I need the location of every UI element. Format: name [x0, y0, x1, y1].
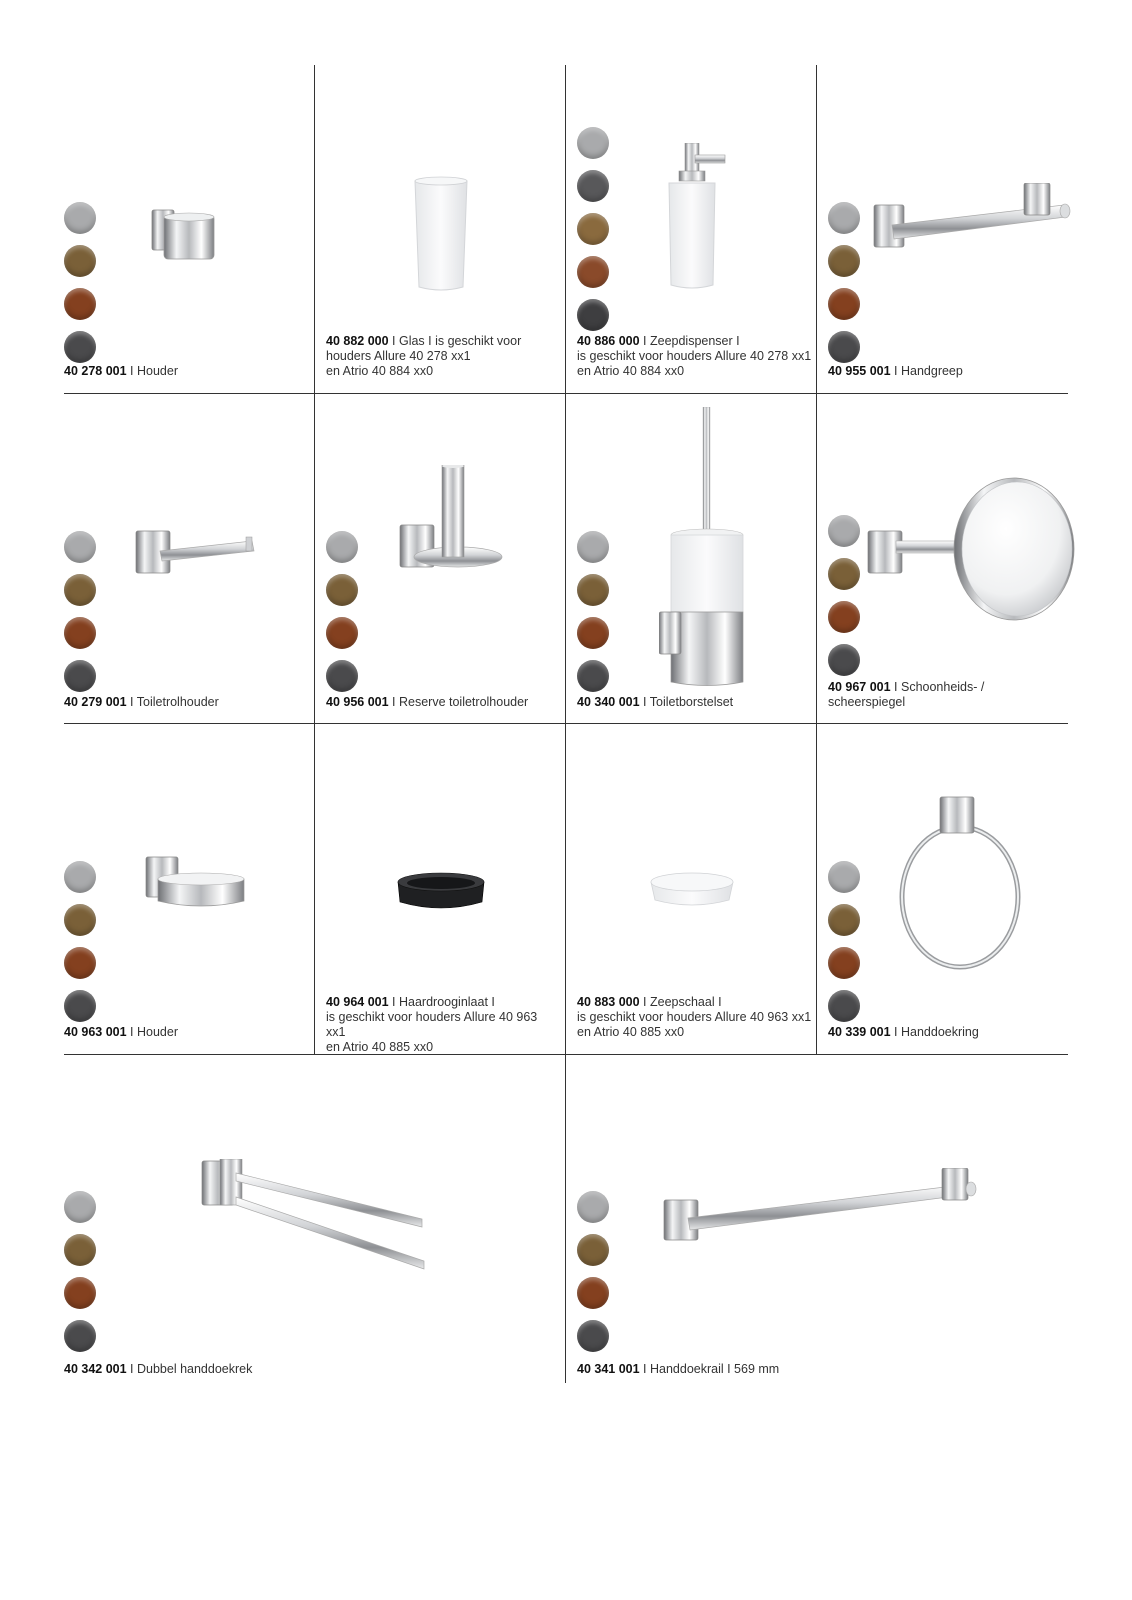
product-caption — [326, 695, 528, 710]
separator: I — [639, 334, 650, 348]
product-caption — [577, 995, 811, 1040]
product-code: 40 278 001 — [64, 364, 127, 378]
product-code: 40 341 001 — [577, 1362, 640, 1376]
grid-divider — [816, 65, 817, 1055]
product-desc-line: en Atrio 40 885 xx0 — [577, 1025, 685, 1039]
separator: I — [126, 1362, 137, 1376]
product-cell — [326, 65, 556, 385]
separator: I — [890, 680, 901, 694]
chrome-swatch[interactable] — [64, 531, 96, 563]
chrome-swatch[interactable] — [577, 1191, 609, 1223]
product-desc-line: scheerspiegel — [828, 695, 906, 709]
product-cell — [64, 395, 304, 715]
toilet-brush-set-image — [659, 407, 749, 692]
glass-image — [411, 175, 471, 295]
product-caption — [64, 695, 219, 710]
graphite-swatch[interactable] — [64, 990, 96, 1022]
product-code: 40 886 000 — [577, 334, 640, 348]
graphite-swatch[interactable] — [64, 331, 96, 363]
bronze-swatch[interactable] — [577, 1234, 609, 1266]
graphite-swatch[interactable] — [577, 660, 609, 692]
bronze-swatch[interactable] — [828, 904, 860, 936]
finish-swatches — [64, 202, 96, 363]
bronze-swatch[interactable] — [64, 1234, 96, 1266]
graphite-swatch[interactable] — [64, 1320, 96, 1352]
product-caption — [64, 1025, 178, 1040]
product-cell — [577, 65, 812, 385]
product-caption — [577, 334, 811, 379]
separator: I — [126, 695, 137, 709]
separator: I — [890, 364, 901, 378]
product-code: 40 279 001 — [64, 695, 127, 709]
separator: I — [388, 695, 399, 709]
product-code: 40 882 000 — [326, 334, 389, 348]
chrome-swatch[interactable] — [828, 202, 860, 234]
product-code: 40 883 000 — [577, 995, 640, 1009]
chrome-swatch[interactable] — [64, 202, 96, 234]
product-desc-line: Handdoekrail I 569 mm — [649, 1362, 780, 1376]
finish-swatches — [64, 861, 96, 1022]
finish-swatches — [577, 127, 609, 331]
copper-swatch[interactable] — [64, 1277, 96, 1309]
finish-swatches — [577, 531, 609, 692]
product-cell — [828, 65, 1068, 385]
graphite-swatch[interactable] — [577, 170, 609, 202]
finish-swatches — [577, 1191, 609, 1352]
graphite-swatch[interactable] — [64, 660, 96, 692]
product-code: 40 964 001 — [326, 995, 389, 1009]
towel-ring-image — [896, 795, 1026, 975]
cosmetic-mirror-image — [866, 475, 1082, 625]
soap-dispenser-image — [665, 143, 745, 293]
grid-divider — [64, 393, 1068, 394]
chrome-swatch[interactable] — [577, 127, 609, 159]
chrome-swatch[interactable] — [64, 861, 96, 893]
holder-image — [149, 205, 229, 265]
product-code: 40 963 001 — [64, 1025, 127, 1039]
bronze-swatch[interactable] — [64, 245, 96, 277]
product-caption — [828, 364, 963, 379]
graphite-swatch[interactable] — [577, 1320, 609, 1352]
copper-swatch[interactable] — [828, 288, 860, 320]
chrome-swatch[interactable] — [577, 531, 609, 563]
grid-divider — [314, 65, 315, 1055]
product-cell — [326, 395, 556, 715]
grid-divider — [64, 1054, 1068, 1055]
product-desc-line: en Atrio 40 884 xx0 — [577, 364, 685, 378]
bronze-swatch[interactable] — [326, 574, 358, 606]
separator: I — [388, 334, 399, 348]
product-desc-line: Glas I is geschikt voor — [398, 334, 522, 348]
copper-swatch[interactable] — [577, 256, 609, 288]
grid-divider — [64, 723, 1068, 724]
product-caption — [577, 1362, 779, 1377]
double-towel-rail-image — [200, 1159, 435, 1279]
product-desc-line: en Atrio 40 885 xx0 — [326, 1040, 434, 1054]
bronze-swatch[interactable] — [828, 245, 860, 277]
product-caption — [326, 334, 521, 379]
product-code: 40 955 001 — [828, 364, 891, 378]
separator: I — [388, 995, 399, 1009]
bronze-swatch[interactable] — [828, 558, 860, 590]
finish-swatches — [326, 531, 358, 692]
product-cell — [828, 725, 1068, 1045]
product-cell — [577, 1056, 1068, 1376]
separator: I — [126, 364, 137, 378]
copper-swatch[interactable] — [828, 947, 860, 979]
product-desc-line: Houder — [136, 1025, 178, 1039]
product-desc-line: is geschikt voor houders Allure 40 278 xx1 — [577, 349, 812, 363]
product-desc-line: is geschikt voor houders Allure 40 963 xx1 — [326, 1010, 538, 1039]
hairdryer-insert-image — [396, 870, 486, 912]
chrome-swatch[interactable] — [64, 1191, 96, 1223]
finish-swatches — [64, 531, 96, 692]
product-desc-line: is geschikt voor houders Allure 40 963 xx1 — [577, 1010, 812, 1024]
graphite-swatch[interactable] — [828, 990, 860, 1022]
product-desc-line: en Atrio 40 884 xx0 — [326, 364, 434, 378]
product-desc-line: Dubbel handdoekrek — [136, 1362, 253, 1376]
holder-ring-image — [144, 855, 249, 915]
bronze-swatch[interactable] — [64, 574, 96, 606]
copper-swatch[interactable] — [577, 617, 609, 649]
finish-swatches — [64, 1191, 96, 1352]
product-desc-line: Houder — [136, 364, 178, 378]
product-desc-line: Toiletrolhouder — [136, 695, 219, 709]
product-code: 40 956 001 — [326, 695, 389, 709]
finish-swatches — [828, 861, 860, 1022]
copper-swatch[interactable] — [828, 601, 860, 633]
finish-swatches — [828, 202, 860, 363]
towel-rail-image — [662, 1168, 980, 1248]
product-desc-line: houders Allure 40 278 xx1 — [326, 349, 471, 363]
spare-roll-holder-image — [398, 465, 508, 585]
soap-dish-image — [649, 870, 735, 910]
copper-swatch[interactable] — [64, 288, 96, 320]
product-cell — [64, 65, 304, 385]
product-cell — [64, 1056, 554, 1376]
graphite-swatch[interactable] — [326, 660, 358, 692]
black-swatch[interactable] — [577, 299, 609, 331]
product-caption — [828, 680, 984, 710]
product-desc-line: Zeepdispenser I — [649, 334, 740, 348]
product-desc-line: Haardrooginlaat I — [398, 995, 495, 1009]
copper-swatch[interactable] — [64, 617, 96, 649]
copper-swatch[interactable] — [577, 1277, 609, 1309]
separator: I — [890, 1025, 901, 1039]
separator: I — [639, 695, 650, 709]
toilet-roll-holder-image — [134, 527, 259, 577]
product-cell — [828, 395, 1068, 715]
separator: I — [639, 1362, 650, 1376]
chrome-swatch[interactable] — [326, 531, 358, 563]
product-desc-line: Zeepschaal I — [649, 995, 722, 1009]
grid-divider — [565, 65, 566, 1383]
bronze-swatch[interactable] — [577, 574, 609, 606]
product-caption — [828, 1025, 979, 1040]
product-desc-line: Reserve toiletrolhouder — [398, 695, 529, 709]
product-caption — [64, 1362, 252, 1377]
copper-swatch[interactable] — [326, 617, 358, 649]
product-desc-line: Handgreep — [900, 364, 963, 378]
product-cell — [577, 725, 812, 1045]
separator: I — [126, 1025, 137, 1039]
chrome-swatch[interactable] — [828, 515, 860, 547]
product-desc-line: Toiletborstelset — [649, 695, 734, 709]
product-desc-line: Handdoekring — [900, 1025, 979, 1039]
product-caption — [64, 364, 178, 379]
bronze-swatch[interactable] — [577, 213, 609, 245]
finish-swatches — [828, 515, 860, 676]
chrome-swatch[interactable] — [828, 861, 860, 893]
product-caption — [577, 695, 733, 710]
copper-swatch[interactable] — [64, 947, 96, 979]
product-cell — [577, 395, 812, 715]
product-desc-line: Schoonheids- / — [900, 680, 985, 694]
product-cell — [64, 725, 304, 1045]
graphite-swatch[interactable] — [828, 644, 860, 676]
product-code: 40 342 001 — [64, 1362, 127, 1376]
separator: I — [639, 995, 650, 1009]
bronze-swatch[interactable] — [64, 904, 96, 936]
graphite-swatch[interactable] — [828, 331, 860, 363]
product-caption — [326, 995, 556, 1055]
grab-bar-image — [872, 183, 1072, 253]
product-code: 40 967 001 — [828, 680, 891, 694]
product-code: 40 339 001 — [828, 1025, 891, 1039]
product-cell — [326, 725, 556, 1054]
product-code: 40 340 001 — [577, 695, 640, 709]
